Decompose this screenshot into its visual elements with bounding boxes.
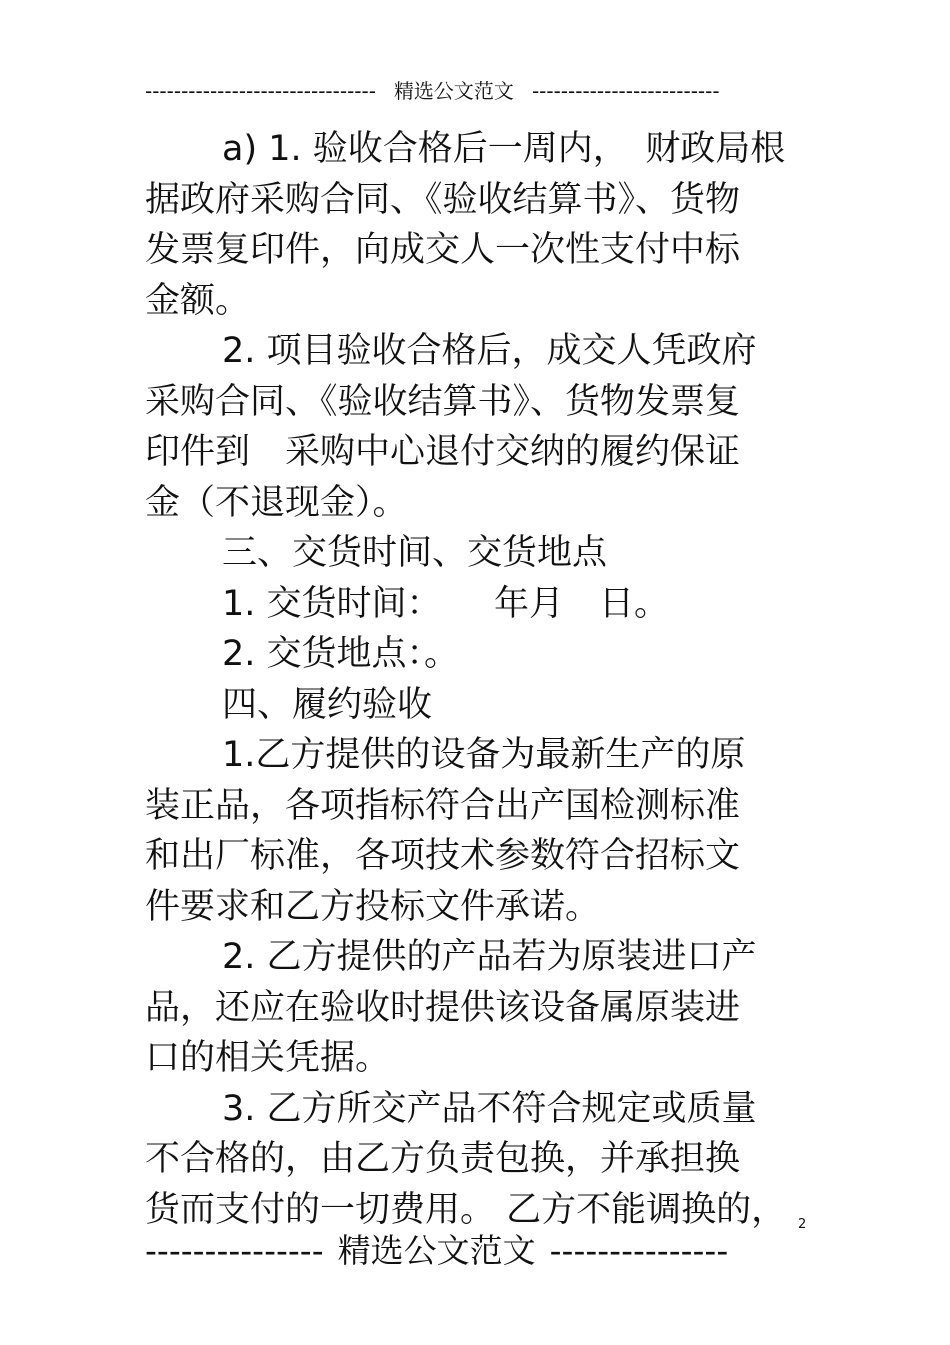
body-line: 不合格的，由乙方负责包换，并承担换 [145, 1139, 741, 1179]
body-line: 印件到 采购中心退付交纳的履约保证 [145, 432, 741, 472]
footer-left-rule: --------------- [145, 1231, 324, 1270]
footer-right-rule: --------------- [549, 1231, 729, 1270]
body-line: 三、交货时间、交货地点 [222, 533, 608, 573]
header-title: 精选公文范文 [393, 79, 514, 103]
body-line: 金（不退现金）。 [145, 482, 408, 523]
body-line: 口的相关凭据。 [145, 1038, 391, 1078]
body-line: 1.乙方提供的设备为最新生产的原 [222, 735, 746, 775]
body-line: 金额。 [145, 280, 251, 321]
page-header [145, 78, 775, 104]
body-line: a) 1. 验收合格后一周内， 财政局根 [222, 129, 786, 169]
body-line: 货而支付的一切费用。 乙方不能调换的， [145, 1189, 787, 1230]
footer-title: 精选公文范文 [337, 1231, 536, 1270]
page-number: 2 [798, 1217, 807, 1232]
body-line: 3. 乙方所交产品不符合规定或质量 [222, 1088, 757, 1129]
body-line: 品，还应在验收时提供该设备属原装进 [145, 987, 741, 1028]
body-line: 四、履约验收 [222, 684, 433, 725]
header-right-rule: -------------------------- [531, 79, 720, 103]
body-line: 装正品，各项指标符合出产国检测标准 [145, 785, 741, 826]
body-line: 件要求和乙方投标文件承诺。 [145, 886, 601, 927]
body-line: 发票复印件，向成交人一次性支付中标 [145, 230, 741, 270]
body-line: 据政府采购合同、《验收结算书》、货物 [145, 179, 741, 220]
page-footer [145, 1229, 728, 1273]
body-line: 2. 交货地点：。 [222, 634, 460, 674]
document-body [145, 124, 805, 1235]
body-line: 2. 乙方提供的产品若为原装进口产 [222, 937, 757, 977]
body-line: 采购合同、《验收结算书》、货物发票复 [145, 381, 741, 422]
header-left-rule: -------------------------------- [145, 79, 376, 103]
body-line: 2. 项目验收合格后，成交人凭政府 [222, 331, 757, 371]
body-line: 1. 交货时间： 年月 日。 [222, 583, 670, 624]
body-line: 和出厂标准，各项技术参数符合招标文 [145, 836, 741, 876]
